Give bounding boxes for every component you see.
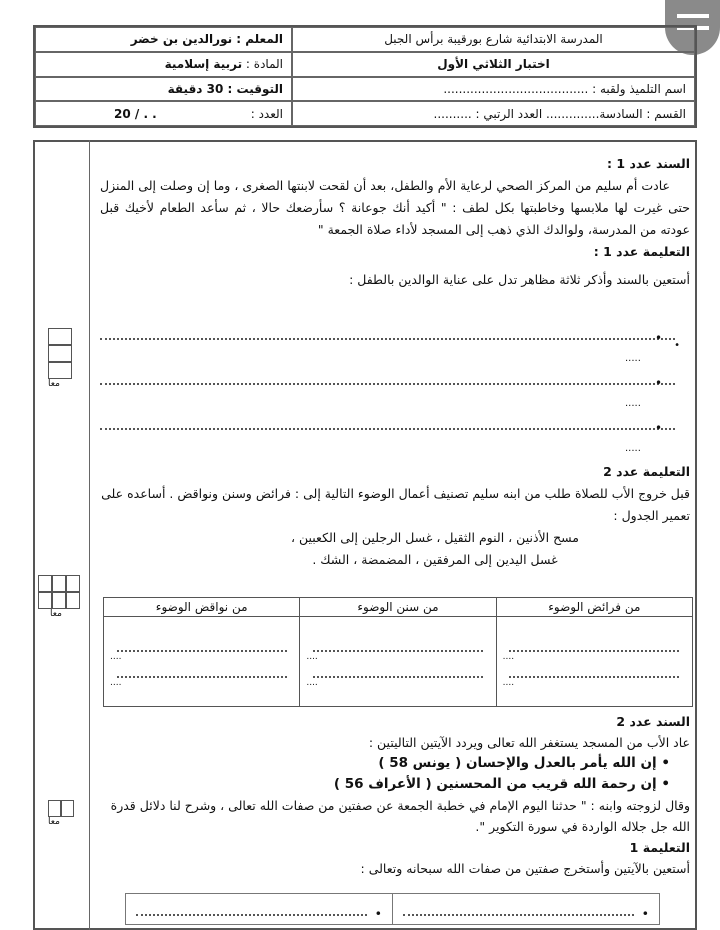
section1 — [100, 153, 690, 291]
cell-faraid[interactable] — [496, 617, 692, 707]
continuation-dots: ..... — [625, 398, 641, 409]
subject — [35, 52, 292, 77]
answer-cell-1[interactable]: • — [393, 894, 659, 924]
section2 — [100, 711, 690, 879]
wudu-table — [103, 597, 693, 707]
task1-text: أستعين بالسند وأذكر ثلاثة مظاهر تدل على عناية الوالدين بالطفل : — [349, 272, 690, 287]
answer-lines-1[interactable]: • — [100, 330, 675, 465]
grade-boxes-1 — [48, 328, 72, 389]
task3-heading: التعليمة 1 — [629, 840, 690, 855]
sanad2-heading: السند عدد 2 — [616, 714, 690, 729]
col-header-faraid: من فرائض الوضوء — [496, 598, 692, 617]
verse2: • إن رحمة الله قريب من المحسنين ( الأعراف 56 ) — [333, 776, 670, 792]
continuation-dots: ..... — [625, 353, 641, 364]
bullet: • — [655, 331, 663, 345]
score-value: . . / 20 — [114, 106, 157, 121]
sanad1-heading: السند عدد 1 : — [607, 156, 690, 171]
subject-value: تربية إسلامية — [164, 57, 243, 72]
exam-title: اختبار الثلاثي الأول — [292, 52, 695, 77]
sanad1-paragraph: عادت أم سليم من المركز الصحي لرعاية الأم والطفل، بعد أن لقحت لابنتها الصغرى ، وما إن وصلت إلى المنزل حتى غيرت لها ملابسها وخاطبتها بكل لطف : " أكيد أنك جوعانة ؟ سأرضعك حالا ، ثم سأعد الطعام لأخيك قبل عودته من المدرسة، ولوالدك الذي ذهب إلى المسجد لأداء صلاة الجمعة " — [100, 178, 690, 237]
verse1: • إن الله يأمر بالعدل والإحسان ( يونس 58 ) — [378, 755, 670, 771]
cell-nawaqid[interactable] — [104, 617, 300, 707]
task2-text: قبل خروج الأب للصلاة طلب من ابنه سليم تصنيف أعمال الوضوء التالية إلى : فرائض وسنن ونواقض . أساعده على تعمير الجدول : — [101, 486, 690, 523]
continuation-dots: ..... — [625, 443, 641, 454]
task2-heading: التعليمة عدد 2 — [603, 464, 690, 479]
continuation-dots: .... — [110, 651, 122, 662]
score-label: العدد : — [250, 106, 283, 121]
class-field[interactable]: القسم : السادسة.............. العدد الرتبي : .......... — [292, 101, 695, 126]
score — [35, 101, 292, 126]
cell-sunan[interactable] — [300, 617, 496, 707]
items-line2: غسل اليدين إلى المرفقين ، المضمضة ، الشك . — [312, 552, 558, 567]
answer-table-2 — [125, 893, 660, 925]
student-name-field[interactable]: اسم التلميذ ولقبه : ...................................... — [292, 77, 695, 102]
continuation-dots: .... — [110, 677, 122, 688]
bullet: • — [655, 376, 663, 390]
continuation-dots: .... — [502, 677, 515, 688]
task1-heading: التعليمة عدد 1 : — [593, 244, 690, 259]
grade-boxes-3 — [48, 800, 74, 827]
verse2-text: إن رحمة الله قريب من المحسنين ( الأعراف 56 ) — [333, 776, 657, 792]
grade-label: معا — [50, 609, 62, 619]
task2 — [100, 461, 690, 571]
col-header-sunan: من سنن الوضوء — [300, 598, 496, 617]
col-header-nawaqid: من نواقض الوضوء — [104, 598, 300, 617]
continuation-dots: .... — [306, 677, 318, 688]
items-line1: مسح الأذنين ، النوم الثقيل ، غسل الرجلين إلى الكعبين ، — [290, 530, 579, 545]
verse1-text: إن الله يأمر بالعدل والإحسان ( يونس 58 ) — [378, 755, 657, 771]
grade-boxes-2 — [38, 575, 80, 619]
grade-label: معا — [48, 817, 60, 827]
school-name: المدرسة الابتدائية شارع بورقيبة برأس الجبل — [292, 27, 695, 52]
answer-cell-2[interactable]: • — [126, 894, 393, 924]
continuation-dots: .... — [306, 651, 318, 662]
task3-text: أستعين بالآيتين وأستخرج صفتين من صفات الله سبحانه وتعالى : — [360, 861, 690, 876]
exam-header — [33, 25, 697, 128]
continuation-dots: .... — [502, 651, 515, 662]
sanad2-intro: عاد الأب من المسجد يستغفر الله تعالى ويردد الآيتين التاليتين : — [368, 735, 690, 750]
bullet: • — [655, 421, 663, 435]
time: التوقيت : 30 دقيقة — [35, 77, 292, 102]
subject-label: المادة : — [245, 57, 283, 72]
grade-label: معا — [48, 379, 60, 389]
teacher: المعلم : نورالدين بن خضر — [35, 27, 292, 52]
sanad2-paragraph: وقال لزوجته وابنه : " حدثنا اليوم الإمام في خطبة الجمعة عن صفتين من صفات الله تعالى ، وشرح لنا دلائل قدرة الله جل جلاله الواردة في سورة التكوير ". — [110, 798, 690, 834]
